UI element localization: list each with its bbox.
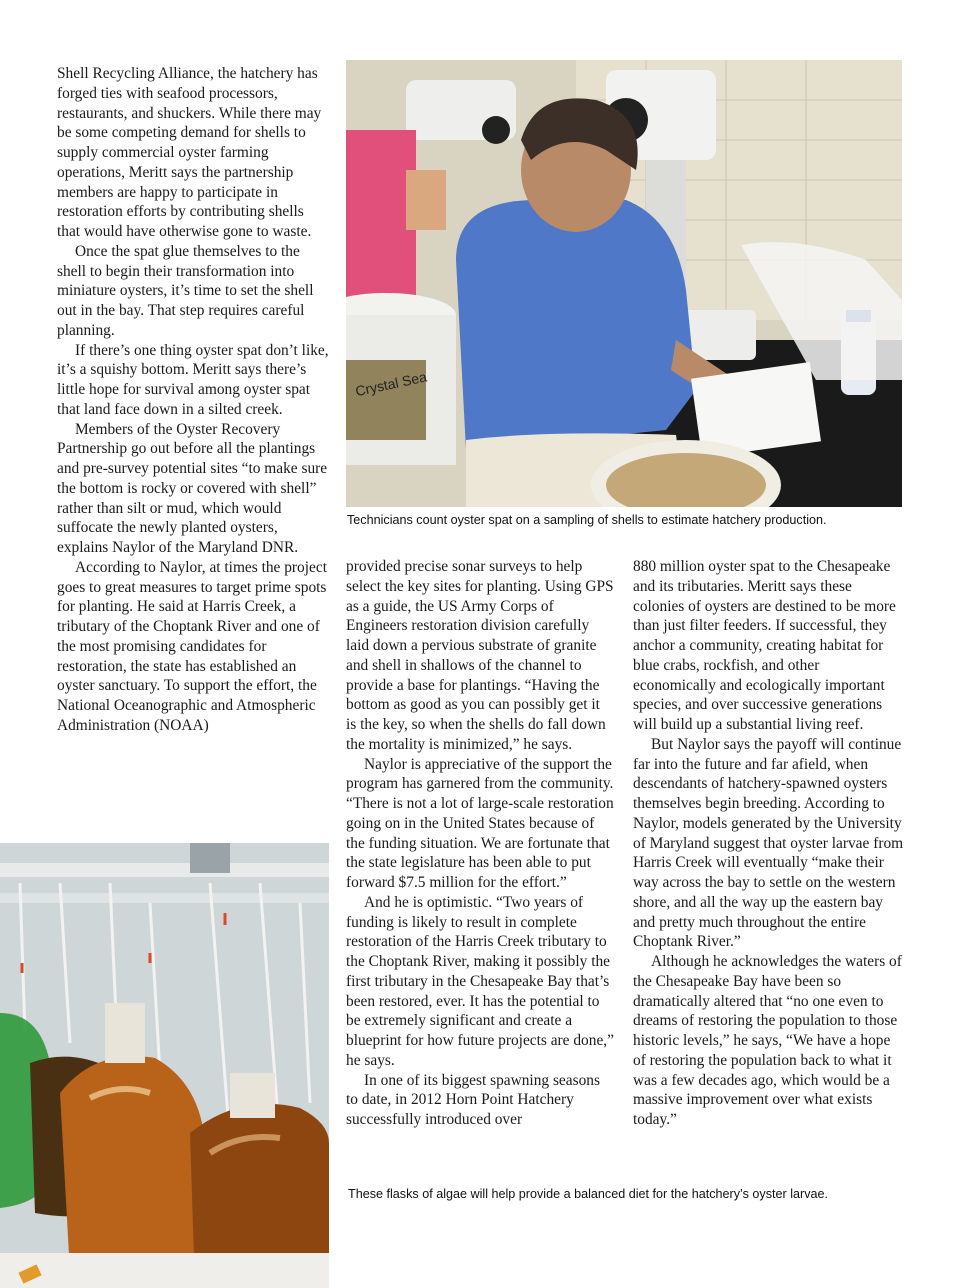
paragraph: 880 million oyster spat to the Chesapeake and its tributaries. Meritt says these colonies of oysters are destined to be more than just filter feeders. If successful, they anchor a community, creating habitat for blue crabs, rockfish, and other economically and ecologically important species, and over successive generations will build up a substantial living reef. — [633, 558, 896, 733]
article-column-middle — [346, 557, 614, 1130]
paragraph: Once the spat glue themselves to the shell to begin their transformation into miniature oysters, it’s time to set the shell out in the bay. That step requires careful planning. — [57, 242, 314, 339]
paragraph: Although he acknowledges the waters of the Chesapeake Bay have been so dramatically altered that “no one even to dreams of restoring the population to those historic levels,” he says, “We have a hope of restoring the population back to what it was a few decades ago, which would be a massive improvement over what exists today.” — [633, 953, 902, 1128]
paragraph: But Naylor says the payoff will continue far into the future and far afield, when descendants of hatchery-spawned oysters themselves begin breeding. According to Naylor, models generated by the University of Maryland suggest that oyster larvae from Harris Creek will eventually “make their way across the bay to settle on the western shore, and all the way up the eastern bay and pretty much throughout the entire Choptank River.” — [633, 735, 904, 951]
paragraph: provided precise sonar surveys to help select the key sites for planting. Using GPS as a guide, the US Army Corps of Engineers restoration division carefully laid down a pervious substrate of granite and shell in shallows of the channel to provide a base for plantings. “Having the bottom as good as you can possibly get it is the key, so when the shells do fall down the mortality is minimized,” he says. — [346, 558, 614, 753]
article-column-left — [57, 64, 329, 736]
lab-photo-caption: Technicians count oyster spat on a sampling of shells to estimate hatchery production. — [347, 513, 827, 527]
blue-shirt-technician — [456, 200, 696, 450]
paragraph: According to Naylor, at times the project goes to great measures to target prime spots for planting. He said at Harris Creek, a tributary of the Choptank River and one of the most promising candidates for restoration, the state has established an oyster sanctuary. To support the effort, the National Oceanographic and Atmospheric Administration (NOAA) — [57, 558, 327, 734]
paragraph: And he is optimistic. “Two years of funding is likely to result in complete restoration of the Harris Creek tributary to the Choptank River, making it possibly the first tributary in the Chesapeake Bay that’s been restored, ever. It has the potential to be extremely significant and create a blueprint for how future projects are done,” he says. — [346, 893, 614, 1069]
paragraph: In one of its biggest spawning seasons to date, in 2012 Horn Point Hatchery successfully introduced over — [346, 1071, 600, 1128]
paragraph: Shell Recycling Alliance, the hatchery has forged ties with seafood processors, restaurants, and shuckers. While there may be some competing demand for shells to supply commercial oyster farming operations, Meritt says the partnership members are happy to participate in restoration efforts by contributing shells that would have otherwise gone to waste. — [57, 65, 322, 240]
paragraph: Naylor is appreciative of the support the program has garnered from the community. “There is not a lot of large-scale restoration going on in the United States because of the funding situation. We are fortunate that the state legislature has been able to put forward $7.5 million for the effort.” — [346, 755, 614, 891]
paragraph: Members of the Oyster Recovery Partnership go out before all the plantings and pre-survey potential sites “to make sure the bottom is rocky or covered with shell” rather than silt or mud, which would suffocate the newly planted oysters, explains Naylor of the Maryland DNR. — [57, 420, 328, 556]
lab-photo-illustration — [346, 60, 902, 507]
flasks-photo-illustration — [0, 843, 329, 1288]
article-column-right — [633, 557, 905, 1130]
paragraph: If there’s one thing oyster spat don’t like, it’s a squishy bottom. Meritt says there’s little hope for survival among oyster spat that land face down in a silted creek. — [57, 341, 329, 418]
technicians-lab-photo — [346, 60, 902, 507]
algae-flasks-photo — [0, 843, 329, 1288]
flasks-photo-caption: These flasks of algae will help provide a balanced diet for the hatchery’s oyster larvae. — [348, 1187, 828, 1201]
pink-shirt-technician — [346, 130, 416, 300]
bucket-label: Crystal Sea — [353, 368, 429, 400]
